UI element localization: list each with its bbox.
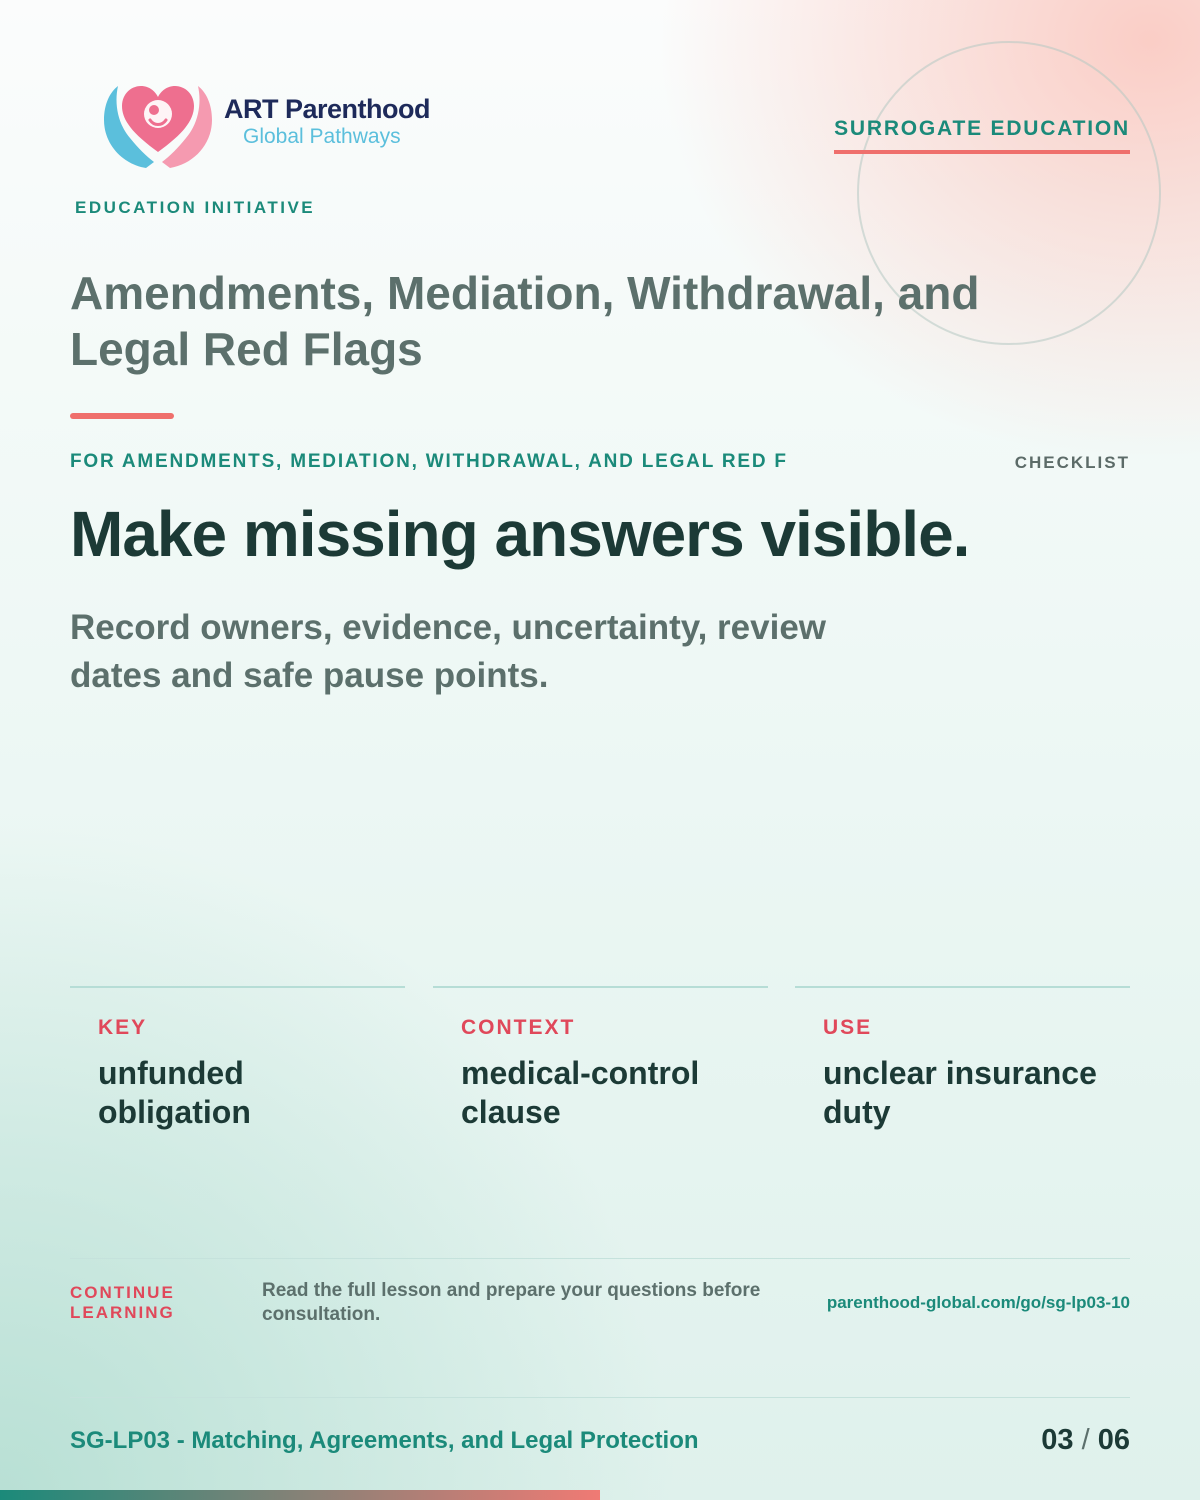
subheadline: Record owners, evidence, uncertainty, review dates and safe pause points. [70, 608, 827, 695]
brand-name: ART Parenthood [224, 94, 430, 124]
current-page: 03 [1041, 1424, 1074, 1456]
continue-learning-section [70, 1258, 1130, 1398]
page-number [1041, 1424, 1130, 1457]
course-title: SG-LP03 - Matching, Agreements, and Legal Protection [70, 1427, 699, 1454]
headline: Make missing answers visible. [70, 498, 970, 570]
doc-type-label: CHECKLIST [1014, 453, 1130, 472]
hands-heart-baby-logo-icon [100, 74, 216, 172]
initiative-label: EDUCATION INITIATIVE [75, 198, 316, 217]
card-label: CONTEXT [461, 1016, 576, 1039]
card-label: USE [823, 1016, 873, 1039]
card-value: medical-control clause [461, 1055, 700, 1130]
title-accent-bar [70, 413, 174, 419]
card-value: unclear insurance duty [823, 1055, 1097, 1130]
card-key [70, 986, 405, 1148]
card-use [795, 986, 1130, 1148]
eyebrow-label: FOR AMENDMENTS, MEDIATION, WITHDRAWAL, AND LEGAL RED F [70, 451, 788, 472]
card-value: unfunded obligation [98, 1055, 251, 1130]
cta-text: Read the full lesson and prepare your questions before consultation. [262, 1280, 761, 1325]
card-label: KEY [98, 1016, 148, 1039]
cta-label: CONTINUE LEARNING [70, 1283, 175, 1322]
info-cards [70, 986, 1130, 1146]
progress-fill [0, 1490, 600, 1500]
lesson-title: Amendments, Mediation, Withdrawal, and Legal Red Flags [70, 267, 980, 375]
page-separator: / [1081, 1424, 1090, 1456]
progress-bar [0, 1490, 1200, 1500]
brand-tagline: Global Pathways [243, 125, 401, 148]
card-context [433, 986, 768, 1148]
lesson-link[interactable]: parenthood-global.com/go/sg-lp03-10 [826, 1293, 1130, 1312]
total-pages: 06 [1097, 1424, 1130, 1456]
series-tag: SURROGATE EDUCATION [834, 117, 1130, 154]
